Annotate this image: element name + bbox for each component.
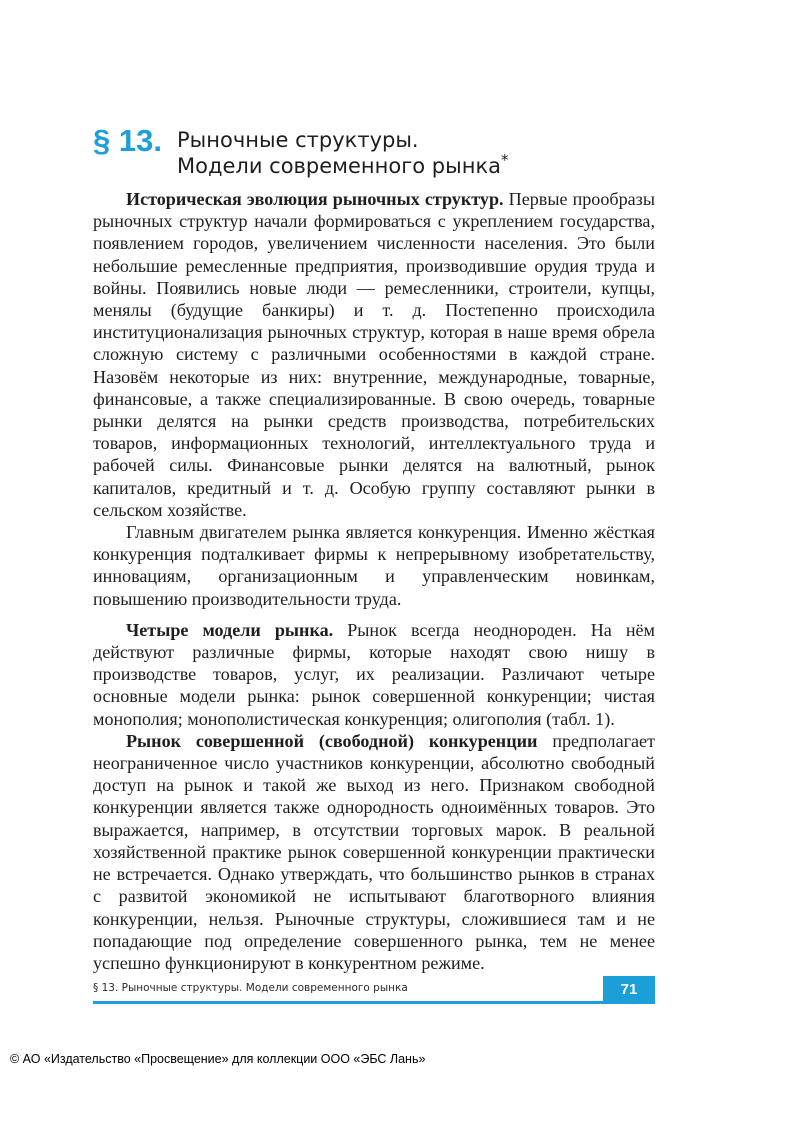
section-title-line-2-text: Модели современного рынка [177,154,501,178]
paragraph-text: Главным двигателем рынка является конкуренция. Именно жёсткая конкуренция подталкивает фирмы к непрерывному изобретательству, инновациям, организационным и управленческим новинкам, повышению производительности труда. [93,522,655,609]
body-text [93,188,655,974]
page-number: 71 [603,976,655,1003]
paragraph-text: Первые прообразы рыночных структур начали формироваться с укреплением государства, появлением городов, увеличением численности населения. Это были небольшие ремесленные предприятия, производившие орудия труда и войны. Появились новые люди — ремесленники, строители, купцы, менялы (будущие банкиры) и т. д. Постепенно происходила институционализация рыночных структур, которая в наше время обрела сложную систему с различными особенностями в каждой стране. Назовём некоторые из них: внутренние, международные, товарные, финансовые, а также специализированные. В свою очередь, товарные рынки делятся на рынки средств производства, потребительских товаров, информационных технологий, интеллектуального труда и рабочей силы. Финансовые рынки делятся на валютный, рынок капиталов, кредитный и т. д. Особую группу составляют рынки в сельском хозяйстве. [93,189,655,520]
section-heading [93,124,693,179]
footnote-mark: * [501,151,509,169]
running-footer-title: § 13. Рыночные структуры. Модели современного рынка [93,982,408,994]
paragraph-lead: Четыре модели рынка. [126,619,334,640]
footer-rule [93,1001,655,1004]
section-title-line-2 [177,153,509,179]
paragraph-four-models [93,619,655,730]
paragraph-market-evolution [93,188,655,521]
paragraph-text: предполагает неограниченное число участников конкуренции, абсолютно свободный доступ на рынок и такой же выход из него. Признаком свободной конкуренции является также однородность одноимённых товаров. Это выражается, например, в отсутствии торговых марок. В реальной хозяйственной практике рынок совершенной конкуренции практически не встречается. Однако утверждать, что большинство рынков в странах с развитой экономикой не испытывают благотворного влияния конкуренции, нельзя. Рыночные структуры, сложившиеся там и не попадающие под определение совершенного рынка, тем не менее успешно функционируют в конкурентном режиме. [93,730,655,973]
paragraph-lead: Историческая эволюция рыночных структур. [126,189,504,209]
section-title-line-1: Рыночные структуры. [177,128,419,152]
paragraph-perfect-competition [93,730,655,974]
paragraph-lead: Рынок совершенной (свободной) конкуренции [126,730,538,751]
section-number: § 13. [93,123,162,158]
section-title [177,124,509,179]
paragraph-text: Рынок всегда неоднороден. На нём действуют различные фирмы, которые находят свою нишу в производстве товаров, услуг, их реализации. Различают четыре основные модели рынка: рынок совершенной конкуренции; чистая монополия; монополистическая конкуренция; олигополия (табл. 1). [93,619,655,729]
copyright-notice: © АО «Издательство «Просвещение» для коллекции ООО «ЭБС Лань» [10,1052,426,1066]
paragraph-competition [93,521,655,610]
